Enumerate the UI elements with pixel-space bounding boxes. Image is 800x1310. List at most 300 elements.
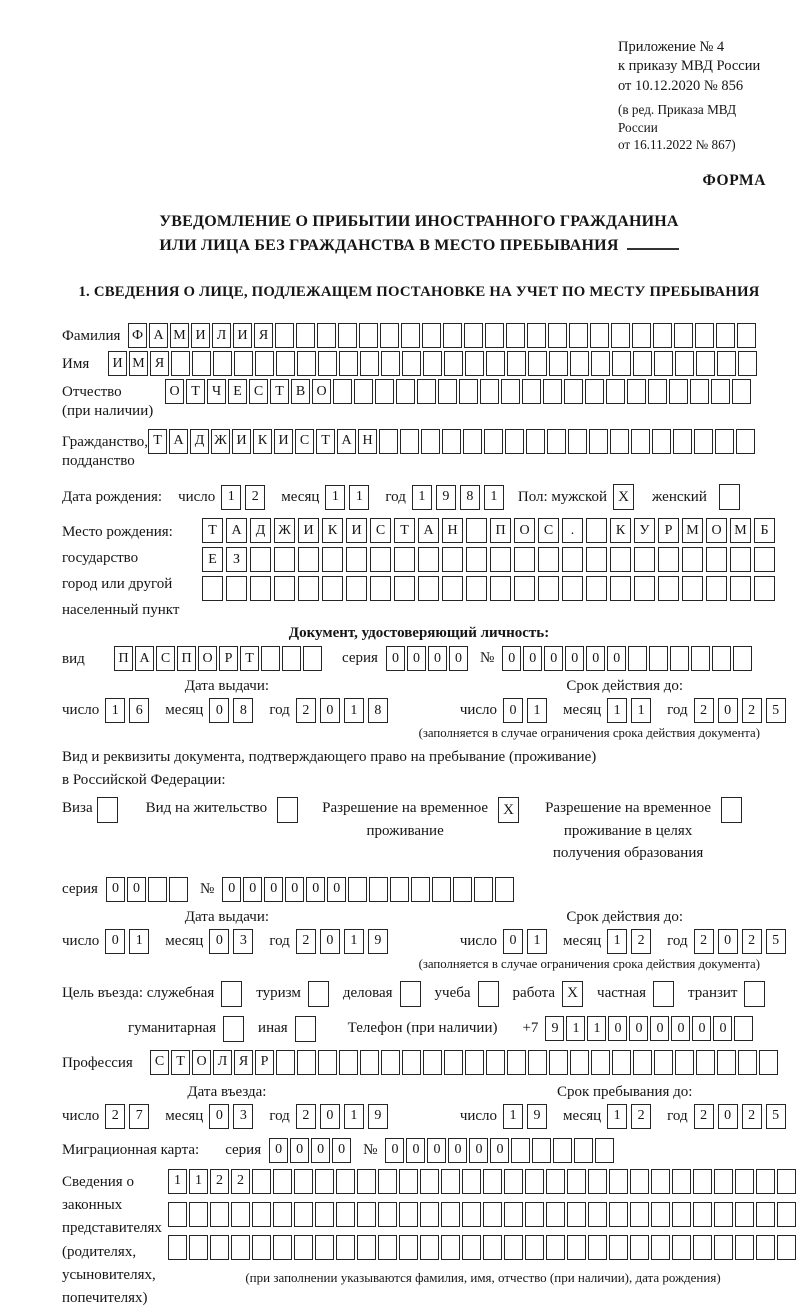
- char-cell[interactable]: [318, 351, 337, 376]
- char-cell[interactable]: [484, 429, 503, 454]
- char-cell[interactable]: [672, 1202, 691, 1227]
- char-cell[interactable]: [648, 379, 667, 404]
- month-cell[interactable]: 0: [209, 698, 229, 723]
- year-cell[interactable]: 0: [718, 1104, 738, 1129]
- char-cell[interactable]: [711, 379, 730, 404]
- month-cell[interactable]: 1: [349, 485, 369, 510]
- char-cell[interactable]: [252, 1235, 271, 1260]
- char-cell[interactable]: [670, 646, 689, 671]
- char-cell[interactable]: [632, 323, 651, 348]
- char-cell[interactable]: 0: [449, 646, 468, 671]
- char-cell[interactable]: [359, 323, 378, 348]
- purpose-other-checkbox[interactable]: [295, 1016, 316, 1042]
- char-cell[interactable]: [525, 1202, 544, 1227]
- char-cell[interactable]: Е: [228, 379, 247, 404]
- option-visa-checkbox[interactable]: [97, 797, 118, 823]
- char-cell[interactable]: [483, 1169, 502, 1194]
- char-cell[interactable]: [507, 351, 526, 376]
- char-cell[interactable]: [546, 1169, 565, 1194]
- char-cell[interactable]: [756, 1169, 775, 1194]
- char-cell[interactable]: [168, 1202, 187, 1227]
- year-cell[interactable]: 2: [742, 698, 762, 723]
- day-cell[interactable]: 2: [105, 1104, 125, 1129]
- char-cell[interactable]: [250, 576, 271, 601]
- char-cell[interactable]: [586, 547, 607, 572]
- char-cell[interactable]: А: [169, 429, 188, 454]
- char-cell[interactable]: [672, 1235, 691, 1260]
- char-cell[interactable]: [402, 351, 421, 376]
- char-cell[interactable]: [609, 1235, 628, 1260]
- char-cell[interactable]: [591, 1050, 610, 1075]
- char-cell[interactable]: [585, 379, 604, 404]
- char-cell[interactable]: [378, 1169, 397, 1194]
- year-cell[interactable]: 0: [718, 929, 738, 954]
- day-cell[interactable]: 9: [527, 1104, 547, 1129]
- char-cell[interactable]: [192, 351, 211, 376]
- char-cell[interactable]: 0: [427, 1138, 446, 1163]
- char-cell[interactable]: [706, 547, 727, 572]
- char-cell[interactable]: [315, 1169, 334, 1194]
- char-cell[interactable]: [462, 1169, 481, 1194]
- year-cell[interactable]: 2: [694, 698, 714, 723]
- char-cell[interactable]: [586, 576, 607, 601]
- char-cell[interactable]: Ж: [211, 429, 230, 454]
- char-cell[interactable]: 0: [311, 1138, 330, 1163]
- char-cell[interactable]: [231, 1235, 250, 1260]
- char-cell[interactable]: [651, 1169, 670, 1194]
- purpose-humanitarian-checkbox[interactable]: [223, 1016, 244, 1042]
- char-cell[interactable]: С: [370, 518, 391, 543]
- char-cell[interactable]: [574, 1138, 593, 1163]
- char-cell[interactable]: [633, 351, 652, 376]
- char-cell[interactable]: [444, 1050, 463, 1075]
- char-cell[interactable]: 0: [671, 1016, 690, 1041]
- char-cell[interactable]: Т: [240, 646, 259, 671]
- char-cell[interactable]: [735, 1169, 754, 1194]
- char-cell[interactable]: [423, 1050, 442, 1075]
- char-cell[interactable]: [564, 379, 583, 404]
- char-cell[interactable]: [210, 1235, 229, 1260]
- char-cell[interactable]: Н: [442, 518, 463, 543]
- char-cell[interactable]: К: [610, 518, 631, 543]
- char-cell[interactable]: А: [149, 323, 168, 348]
- char-cell[interactable]: [213, 351, 232, 376]
- char-cell[interactable]: П: [177, 646, 196, 671]
- char-cell[interactable]: 0: [290, 1138, 309, 1163]
- char-cell[interactable]: [485, 323, 504, 348]
- year-cell[interactable]: 2: [742, 929, 762, 954]
- char-cell[interactable]: [375, 379, 394, 404]
- char-cell[interactable]: [735, 1235, 754, 1260]
- char-cell[interactable]: [543, 379, 562, 404]
- char-cell[interactable]: [756, 1202, 775, 1227]
- char-cell[interactable]: [168, 1235, 187, 1260]
- year-cell[interactable]: 8: [368, 698, 388, 723]
- char-cell[interactable]: М: [730, 518, 751, 543]
- char-cell[interactable]: [654, 351, 673, 376]
- char-cell[interactable]: О: [514, 518, 535, 543]
- char-cell[interactable]: Л: [212, 323, 231, 348]
- char-cell[interactable]: 0: [502, 646, 521, 671]
- char-cell[interactable]: 0: [607, 646, 626, 671]
- char-cell[interactable]: Т: [270, 379, 289, 404]
- char-cell[interactable]: [658, 576, 679, 601]
- char-cell[interactable]: [423, 351, 442, 376]
- char-cell[interactable]: [588, 1202, 607, 1227]
- char-cell[interactable]: [483, 1202, 502, 1227]
- char-cell[interactable]: [357, 1235, 376, 1260]
- char-cell[interactable]: [675, 351, 694, 376]
- char-cell[interactable]: О: [706, 518, 727, 543]
- char-cell[interactable]: [171, 351, 190, 376]
- char-cell[interactable]: [528, 1050, 547, 1075]
- purpose-study-checkbox[interactable]: [478, 981, 499, 1007]
- char-cell[interactable]: [514, 547, 535, 572]
- month-cell[interactable]: 2: [631, 929, 651, 954]
- char-cell[interactable]: [379, 429, 398, 454]
- char-cell[interactable]: С: [150, 1050, 169, 1075]
- char-cell[interactable]: [202, 576, 223, 601]
- char-cell[interactable]: [505, 429, 524, 454]
- char-cell[interactable]: [634, 576, 655, 601]
- month-cell[interactable]: 0: [209, 929, 229, 954]
- year-cell[interactable]: 5: [766, 1104, 786, 1129]
- char-cell[interactable]: [346, 576, 367, 601]
- char-cell[interactable]: [777, 1235, 796, 1260]
- day-cell[interactable]: 0: [503, 698, 523, 723]
- char-cell[interactable]: С: [249, 379, 268, 404]
- char-cell[interactable]: [548, 323, 567, 348]
- day-cell[interactable]: 1: [503, 1104, 523, 1129]
- year-cell[interactable]: 1: [344, 1104, 364, 1129]
- char-cell[interactable]: [336, 1169, 355, 1194]
- char-cell[interactable]: [438, 379, 457, 404]
- char-cell[interactable]: [418, 547, 439, 572]
- char-cell[interactable]: 2: [210, 1169, 229, 1194]
- char-cell[interactable]: [754, 576, 775, 601]
- char-cell[interactable]: [252, 1202, 271, 1227]
- char-cell[interactable]: [441, 1235, 460, 1260]
- char-cell[interactable]: О: [312, 379, 331, 404]
- purpose-private-checkbox[interactable]: [653, 981, 674, 1007]
- char-cell[interactable]: [338, 323, 357, 348]
- char-cell[interactable]: [546, 1202, 565, 1227]
- char-cell[interactable]: [706, 576, 727, 601]
- char-cell[interactable]: [511, 1138, 530, 1163]
- char-cell[interactable]: 9: [545, 1016, 564, 1041]
- char-cell[interactable]: 0: [448, 1138, 467, 1163]
- char-cell[interactable]: [303, 646, 322, 671]
- char-cell[interactable]: [591, 351, 610, 376]
- day-cell[interactable]: 2: [245, 485, 265, 510]
- purpose-official-checkbox[interactable]: [221, 981, 242, 1007]
- char-cell[interactable]: [441, 1169, 460, 1194]
- option-temp-residence-education-checkbox[interactable]: [721, 797, 742, 823]
- char-cell[interactable]: [453, 877, 472, 902]
- char-cell[interactable]: [538, 547, 559, 572]
- char-cell[interactable]: [653, 323, 672, 348]
- char-cell[interactable]: [756, 1235, 775, 1260]
- char-cell[interactable]: Р: [219, 646, 238, 671]
- year-cell[interactable]: 0: [320, 1104, 340, 1129]
- char-cell[interactable]: [738, 1050, 757, 1075]
- year-cell[interactable]: 2: [296, 929, 316, 954]
- char-cell[interactable]: Р: [658, 518, 679, 543]
- char-cell[interactable]: [714, 1235, 733, 1260]
- char-cell[interactable]: [507, 1050, 526, 1075]
- char-cell[interactable]: [255, 351, 274, 376]
- char-cell[interactable]: [567, 1235, 586, 1260]
- char-cell[interactable]: [586, 518, 607, 543]
- char-cell[interactable]: [420, 1202, 439, 1227]
- char-cell[interactable]: 0: [269, 1138, 288, 1163]
- char-cell[interactable]: 0: [127, 877, 146, 902]
- char-cell[interactable]: 0: [490, 1138, 509, 1163]
- char-cell[interactable]: [421, 429, 440, 454]
- char-cell[interactable]: [569, 323, 588, 348]
- char-cell[interactable]: [589, 429, 608, 454]
- char-cell[interactable]: [527, 323, 546, 348]
- char-cell[interactable]: [486, 351, 505, 376]
- char-cell[interactable]: [396, 379, 415, 404]
- char-cell[interactable]: В: [291, 379, 310, 404]
- char-cell[interactable]: [275, 323, 294, 348]
- char-cell[interactable]: [634, 547, 655, 572]
- char-cell[interactable]: [610, 429, 629, 454]
- month-cell[interactable]: 8: [233, 698, 253, 723]
- char-cell[interactable]: Я: [150, 351, 169, 376]
- char-cell[interactable]: [682, 547, 703, 572]
- char-cell[interactable]: С: [538, 518, 559, 543]
- char-cell[interactable]: [522, 379, 541, 404]
- char-cell[interactable]: [651, 1235, 670, 1260]
- char-cell[interactable]: [693, 1169, 712, 1194]
- char-cell[interactable]: 0: [243, 877, 262, 902]
- char-cell[interactable]: Т: [316, 429, 335, 454]
- char-cell[interactable]: Я: [234, 1050, 253, 1075]
- year-cell[interactable]: 0: [718, 698, 738, 723]
- char-cell[interactable]: [333, 379, 352, 404]
- char-cell[interactable]: [381, 1050, 400, 1075]
- char-cell[interactable]: [466, 518, 487, 543]
- char-cell[interactable]: 0: [608, 1016, 627, 1041]
- char-cell[interactable]: [294, 1202, 313, 1227]
- char-cell[interactable]: [612, 351, 631, 376]
- char-cell[interactable]: [712, 646, 731, 671]
- char-cell[interactable]: Ф: [128, 323, 147, 348]
- char-cell[interactable]: [322, 576, 343, 601]
- char-cell[interactable]: [336, 1235, 355, 1260]
- char-cell[interactable]: [252, 1169, 271, 1194]
- char-cell[interactable]: .: [562, 518, 583, 543]
- char-cell[interactable]: 1: [566, 1016, 585, 1041]
- char-cell[interactable]: [360, 351, 379, 376]
- char-cell[interactable]: [570, 351, 589, 376]
- char-cell[interactable]: 0: [406, 1138, 425, 1163]
- char-cell[interactable]: [549, 351, 568, 376]
- month-cell[interactable]: 3: [233, 1104, 253, 1129]
- char-cell[interactable]: 0: [385, 1138, 404, 1163]
- char-cell[interactable]: 1: [168, 1169, 187, 1194]
- year-cell[interactable]: 5: [766, 698, 786, 723]
- char-cell[interactable]: [693, 1235, 712, 1260]
- year-cell[interactable]: 9: [368, 929, 388, 954]
- sex-male-checkbox[interactable]: X: [613, 484, 634, 510]
- month-cell[interactable]: 1: [631, 698, 651, 723]
- char-cell[interactable]: М: [170, 323, 189, 348]
- char-cell[interactable]: [443, 323, 462, 348]
- char-cell[interactable]: [294, 1169, 313, 1194]
- char-cell[interactable]: [390, 877, 409, 902]
- char-cell[interactable]: 0: [285, 877, 304, 902]
- purpose-work-checkbox[interactable]: X: [562, 981, 583, 1007]
- char-cell[interactable]: [466, 547, 487, 572]
- char-cell[interactable]: [273, 1235, 292, 1260]
- char-cell[interactable]: 0: [386, 646, 405, 671]
- year-cell[interactable]: 9: [436, 485, 456, 510]
- char-cell[interactable]: Т: [394, 518, 415, 543]
- char-cell[interactable]: [315, 1202, 334, 1227]
- char-cell[interactable]: [630, 1235, 649, 1260]
- char-cell[interactable]: У: [634, 518, 655, 543]
- month-cell[interactable]: 0: [209, 1104, 229, 1129]
- year-cell[interactable]: 2: [694, 929, 714, 954]
- char-cell[interactable]: Т: [148, 429, 167, 454]
- char-cell[interactable]: 0: [222, 877, 241, 902]
- char-cell[interactable]: Я: [254, 323, 273, 348]
- char-cell[interactable]: 0: [264, 877, 283, 902]
- purpose-business-checkbox[interactable]: [400, 981, 421, 1007]
- char-cell[interactable]: И: [233, 323, 252, 348]
- char-cell[interactable]: 0: [428, 646, 447, 671]
- year-cell[interactable]: 1: [484, 485, 504, 510]
- char-cell[interactable]: И: [191, 323, 210, 348]
- char-cell[interactable]: [696, 351, 715, 376]
- char-cell[interactable]: [730, 576, 751, 601]
- char-cell[interactable]: Д: [190, 429, 209, 454]
- char-cell[interactable]: [714, 1202, 733, 1227]
- char-cell[interactable]: [399, 1169, 418, 1194]
- char-cell[interactable]: [568, 429, 587, 454]
- char-cell[interactable]: [694, 429, 713, 454]
- char-cell[interactable]: [553, 1138, 572, 1163]
- char-cell[interactable]: [627, 379, 646, 404]
- char-cell[interactable]: [274, 547, 295, 572]
- year-cell[interactable]: 1: [412, 485, 432, 510]
- char-cell[interactable]: [651, 1202, 670, 1227]
- option-temp-residence-checkbox[interactable]: X: [498, 797, 519, 823]
- char-cell[interactable]: [609, 1202, 628, 1227]
- char-cell[interactable]: [714, 1169, 733, 1194]
- day-cell[interactable]: 1: [221, 485, 241, 510]
- char-cell[interactable]: [674, 323, 693, 348]
- char-cell[interactable]: [318, 1050, 337, 1075]
- char-cell[interactable]: [525, 1235, 544, 1260]
- char-cell[interactable]: [298, 547, 319, 572]
- char-cell[interactable]: [370, 547, 391, 572]
- char-cell[interactable]: [226, 576, 247, 601]
- char-cell[interactable]: [504, 1235, 523, 1260]
- char-cell[interactable]: [210, 1202, 229, 1227]
- char-cell[interactable]: [480, 379, 499, 404]
- char-cell[interactable]: [514, 576, 535, 601]
- char-cell[interactable]: [652, 429, 671, 454]
- char-cell[interactable]: [394, 576, 415, 601]
- char-cell[interactable]: [422, 323, 441, 348]
- char-cell[interactable]: [399, 1202, 418, 1227]
- char-cell[interactable]: [169, 877, 188, 902]
- char-cell[interactable]: [346, 547, 367, 572]
- char-cell[interactable]: [231, 1202, 250, 1227]
- purpose-tourism-checkbox[interactable]: [308, 981, 329, 1007]
- char-cell[interactable]: С: [156, 646, 175, 671]
- char-cell[interactable]: [474, 877, 493, 902]
- year-cell[interactable]: 0: [320, 929, 340, 954]
- char-cell[interactable]: [148, 877, 167, 902]
- char-cell[interactable]: [400, 429, 419, 454]
- char-cell[interactable]: И: [346, 518, 367, 543]
- char-cell[interactable]: [441, 1202, 460, 1227]
- char-cell[interactable]: [567, 1202, 586, 1227]
- char-cell[interactable]: [380, 323, 399, 348]
- char-cell[interactable]: [348, 877, 367, 902]
- char-cell[interactable]: 1: [189, 1169, 208, 1194]
- char-cell[interactable]: О: [165, 379, 184, 404]
- char-cell[interactable]: [562, 576, 583, 601]
- char-cell[interactable]: [606, 379, 625, 404]
- char-cell[interactable]: [734, 1016, 753, 1041]
- day-cell[interactable]: 1: [527, 929, 547, 954]
- char-cell[interactable]: [381, 351, 400, 376]
- char-cell[interactable]: [317, 323, 336, 348]
- char-cell[interactable]: 0: [332, 1138, 351, 1163]
- year-cell[interactable]: 2: [694, 1104, 714, 1129]
- char-cell[interactable]: Д: [250, 518, 271, 543]
- char-cell[interactable]: 0: [713, 1016, 732, 1041]
- char-cell[interactable]: И: [232, 429, 251, 454]
- char-cell[interactable]: [360, 1050, 379, 1075]
- month-cell[interactable]: 2: [631, 1104, 651, 1129]
- char-cell[interactable]: [495, 877, 514, 902]
- char-cell[interactable]: [322, 547, 343, 572]
- char-cell[interactable]: [649, 646, 668, 671]
- char-cell[interactable]: [737, 323, 756, 348]
- char-cell[interactable]: [336, 1202, 355, 1227]
- char-cell[interactable]: И: [274, 429, 293, 454]
- char-cell[interactable]: 0: [523, 646, 542, 671]
- char-cell[interactable]: [442, 429, 461, 454]
- char-cell[interactable]: Б: [754, 518, 775, 543]
- char-cell[interactable]: [538, 576, 559, 601]
- char-cell[interactable]: [504, 1169, 523, 1194]
- char-cell[interactable]: [276, 351, 295, 376]
- month-cell[interactable]: 1: [607, 698, 627, 723]
- char-cell[interactable]: П: [490, 518, 511, 543]
- char-cell[interactable]: [296, 323, 315, 348]
- char-cell[interactable]: [442, 576, 463, 601]
- char-cell[interactable]: [417, 379, 436, 404]
- char-cell[interactable]: [464, 323, 483, 348]
- year-cell[interactable]: 1: [344, 698, 364, 723]
- month-cell[interactable]: 3: [233, 929, 253, 954]
- char-cell[interactable]: [738, 351, 757, 376]
- char-cell[interactable]: С: [295, 429, 314, 454]
- char-cell[interactable]: [273, 1169, 292, 1194]
- char-cell[interactable]: [250, 547, 271, 572]
- char-cell[interactable]: 0: [565, 646, 584, 671]
- char-cell[interactable]: А: [226, 518, 247, 543]
- char-cell[interactable]: [532, 1138, 551, 1163]
